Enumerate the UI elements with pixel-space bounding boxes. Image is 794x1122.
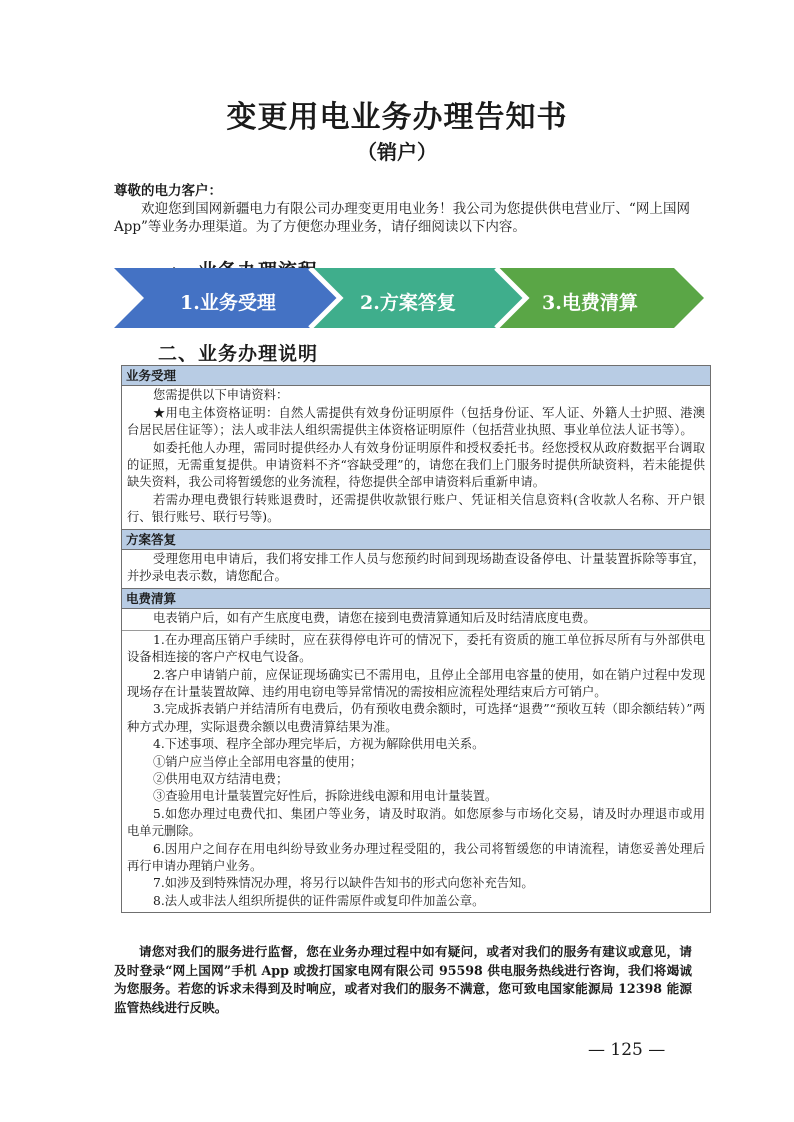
settle-paragraph: 6.因用户之间存在用电纠纷导致业务办理过程受阻的，我公司将暂缓您的申请流程，请您妥善处理后再行申请办理销户业务。 xyxy=(127,841,705,873)
salutation: 尊敬的电力客户： xyxy=(114,183,222,199)
table-header-accept: 业务受理 xyxy=(122,366,710,386)
intro-block xyxy=(114,182,690,236)
settle-paragraph: ③查验用电计量装置完好性后，拆除进线电源和用电计量装置。 xyxy=(153,789,498,804)
intro-body: 欢迎您到国网新疆电力有限公司办理变更用电业务！我公司为您提供供电营业厅、“网上国网 App”等业务办理渠道。为了方便您办理业务，请仔细阅读以下内容。 xyxy=(114,201,690,235)
page-subtitle: （销户） xyxy=(357,140,437,164)
accept-paragraph: ★用电主体资格证明：自然人需提供有效身份证明原件（包括身份证、军人证、外籍人士护照、港澳台居民居住证等）；法人或非法人组织需提供主体资格证明原件（包括营业执照、事业单位法人证书等）。 xyxy=(127,405,705,438)
plan-cell xyxy=(122,550,710,588)
settle-intro-cell xyxy=(122,609,710,629)
settle-intro: 电表销户后，如有产生底度电费，请您在接到电费清算通知后及时结清底度电费。 xyxy=(153,611,596,626)
table-header-settle: 电费清算 xyxy=(122,588,710,609)
step-label-1: 1.业务受理 xyxy=(180,292,276,314)
page-title: 变更用电业务办理告知书 xyxy=(226,100,568,135)
step-label-3: 3.电费清算 xyxy=(542,292,638,314)
settle-paragraph: ②供用电双方结清电费； xyxy=(153,771,289,786)
page-number: — 125 — xyxy=(588,1040,666,1060)
settle-paragraph: 8.法人或非法人组织所提供的证件需原件或复印件加盖公章。 xyxy=(153,893,485,908)
accept-cell xyxy=(122,386,710,528)
plan-paragraph: 受理您用电申请后，我们将安排工作人员与您预约时间到现场勘查设备停电、计量装置拆除等事宜，并抄录电表示数，请您配合。 xyxy=(127,552,705,584)
settle-paragraph: 4.下述事项、程序全部办理完毕后，方视为解除供用电关系。 xyxy=(153,737,485,752)
settle-paragraph: 1.在办理高压销户手续时，应在获得停电许可的情况下，委托有资质的施工单位拆尽所有与外部供电设备相连接的客户产权电气设备。 xyxy=(127,632,705,665)
settle-paragraph: 5.如您办理过电费代扣、集团户等业务，请及时取消。如您原参与市场化交易，请及时办理退市或用电单元删除。 xyxy=(127,806,705,839)
step-label-2: 2.方案答复 xyxy=(360,292,456,314)
accept-paragraph: 您需提供以下申请资料： xyxy=(153,388,289,403)
settle-cell xyxy=(122,630,710,913)
settle-paragraph: 2.客户申请销户前，应保证现场确实已不需用电，且停止全部用电容量的使用，如在销户过程中发现现场存在计量装置故障、违约用电窃电等异常情况的需按相应流程处理结束后方可销户。 xyxy=(127,667,705,699)
table-header-plan: 方案答复 xyxy=(122,529,710,550)
settle-paragraph: 3.完成拆表销户并结清所有电费后，仍有预收电费余额时，可选择“退费”“预收互转（即余额结转）”两种方式办理，实际退费余额以电费清算结果为准。 xyxy=(127,702,705,734)
settle-paragraph: 7.如涉及到特殊情况办理，将另行以缺件告知书的形式向您补充告知。 xyxy=(153,876,534,891)
section-heading-details: 二、业务办理说明 xyxy=(158,343,319,365)
settle-paragraph: ①销户应当停止全部用电容量的使用； xyxy=(153,754,363,769)
process-flow xyxy=(114,268,704,328)
accept-paragraph: 若需办理电费银行转账退费时，还需提供收款银行账户、凭证相关信息资料(含收款人名称、开户银行、银行账号、联行号等)。 xyxy=(127,492,705,525)
supervision-notice: 请您对我们的服务进行监督，您在业务办理过程中如有疑问，或者对我们的服务有建议或意见，请及时登录“网上国网”手机 App 或拨打国家电网有限公司 95598 供电服务热线进行咨询，我们将竭诚为您服务。若您的诉求未得到及时响应，或者对我们的服务不满意，您可致电国家能源局 12398 能源监管热线进行反映。 xyxy=(114,944,692,1015)
accept-paragraph: 如委托他人办理，需同时提供经办人有效身份证明原件和授权委托书。经您授权从政府数据平台调取的证照，无需重复提供。申请资料不齐“容缺受理”的，请您在我们上门服务时提供所缺资料，若未能提供缺失资料，我公司将暂缓您的业务流程，待您提供全部申请资料后重新申请。 xyxy=(127,440,705,490)
details-table xyxy=(121,365,711,913)
